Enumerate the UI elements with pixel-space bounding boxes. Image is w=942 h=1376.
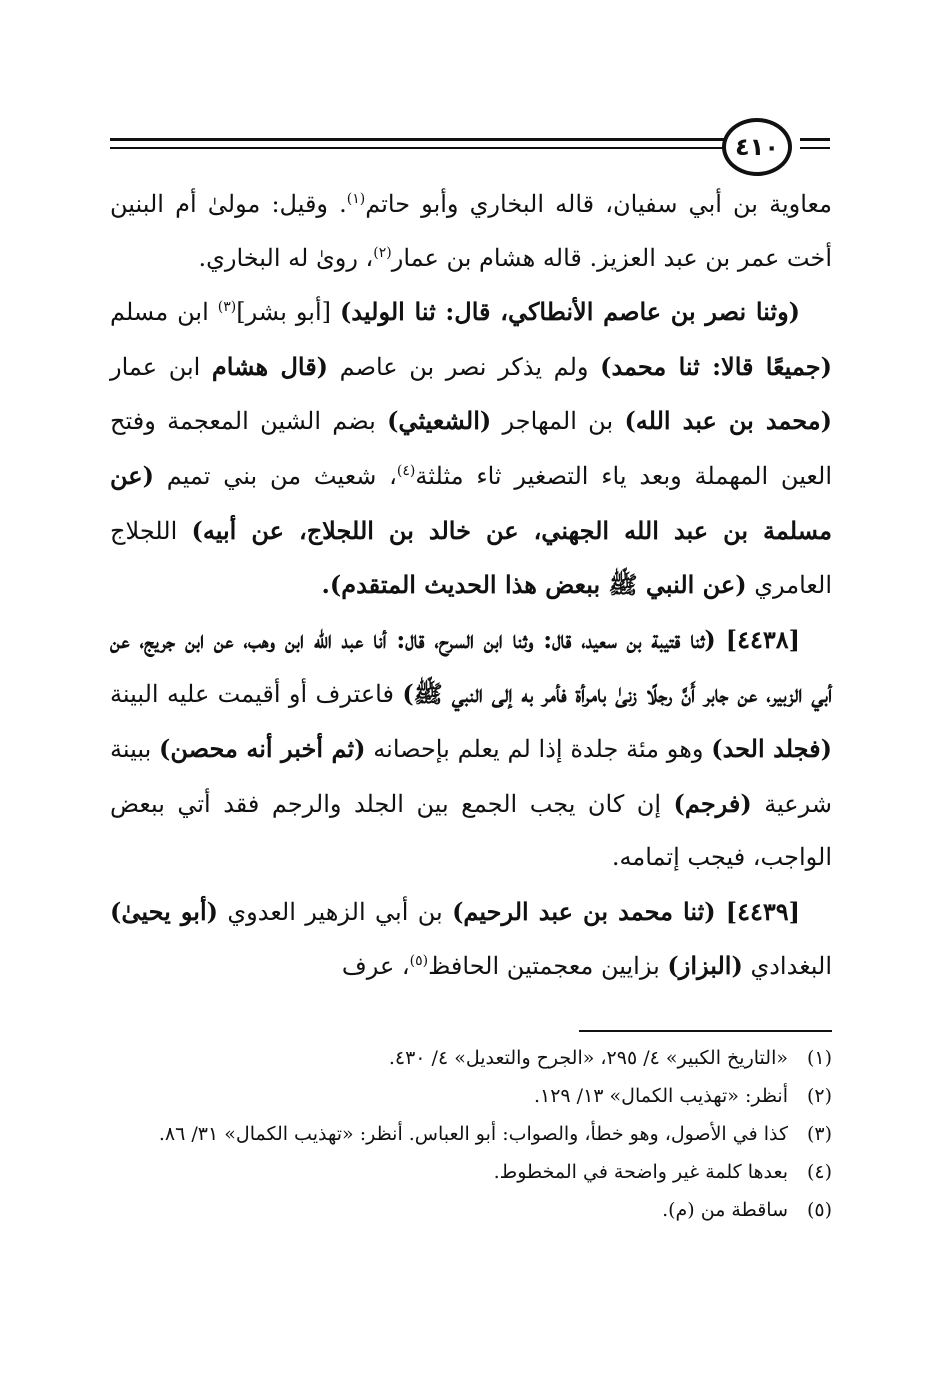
bold-text: (عن مسلمة بن عبد الله الجهني، عن خالد بن اللجلاج، عن أبيه) [110, 460, 832, 545]
header-rule-tick-top [800, 138, 830, 141]
text: ابن مسلم [110, 298, 218, 327]
footnote-text: أنظر: «تهذيب الكمال» ١٣/ ١٢٩. [533, 1085, 788, 1107]
footnote [110, 1156, 832, 1189]
text: البغدادي [742, 952, 832, 981]
bold-text: (أبو يحيىٰ) [110, 896, 218, 926]
text: إن كان يجب الجمع بين الجلد والرجم فقد أتي ببعض الواجب، فيجب إتمامه. [110, 789, 832, 872]
footnote-marker: (٢) [373, 244, 392, 261]
text: بضم الشين المعجمة وفتح العين المهملة وبعد ياء التصغير ثاء مثلثة [110, 407, 832, 490]
text: ببينة شرعية [110, 734, 832, 818]
footnote [110, 1118, 832, 1151]
bold-text: (وثنا نصر بن عاصم الأنطاكي، قال: ثنا الوليد) [339, 297, 801, 327]
footnote-number: (٥) [806, 1199, 832, 1221]
page-number: ٤١٠ [722, 118, 792, 176]
footnote [110, 1042, 832, 1075]
bold-text: (ثم أخبر أنه محصن) [159, 733, 366, 763]
paragraph [110, 885, 832, 994]
footnote [110, 1080, 832, 1113]
text: بن المهاجر [491, 407, 625, 436]
text: ، شعيث من بني تميم [153, 461, 397, 490]
footnote-text: ساقطة من (م). [662, 1199, 788, 1221]
footnote-text: كذا في الأصول، وهو خطأ، والصواب: أبو العباس. أنظر: «تهذيب الكمال» ٣١/ ٨٦. [158, 1123, 788, 1145]
footnote [110, 1194, 832, 1227]
paragraph [110, 285, 832, 613]
header-rule-tick-bottom [800, 147, 830, 149]
bold-text: [٤٤٣٨] (ثنا قتيبة بن سعيد، قال: وثنا ابن السرح، قال: أنا عبد الله ابن وهب، عن ابن جريج، عن أبي الزبير، عن جابر أَنَّ رجلًا زنىٰ بامرأة فأمر به إلى النبي ﷺ) [110, 624, 832, 709]
bold-text: (البزاز) [667, 951, 743, 981]
text: ولم يذكر نصر بن عاصم [328, 352, 601, 381]
text: فاعترف أو أقيمت عليه البينة [110, 680, 403, 709]
bold-text: [٤٤٣٩] (ثنا محمد بن عبد الرحيم) [452, 896, 801, 926]
paragraph [110, 178, 832, 285]
bold-text: (جميعًا قالا: ثنا محمد) [600, 351, 832, 381]
footnote-marker: (١) [346, 191, 366, 207]
text: اللجلاج العامري [110, 516, 832, 600]
page-header [110, 118, 830, 178]
text: وهو مئة جلدة إذا لم يعلم بإحصانه [365, 734, 712, 763]
text: ، عرف [341, 952, 410, 981]
footnote-number: (٤) [806, 1161, 832, 1183]
footnote-text: «التاريخ الكبير» ٤/ ٢٩٥، «الجرح والتعديل» ٤/ ٤٣٠. [388, 1047, 788, 1069]
bold-text: (قال هشام [211, 351, 329, 381]
bold-text: (فرجم) [673, 788, 752, 818]
bold-text: (الشعيثي) [387, 406, 492, 436]
bold-text: (فجلد الحد) [711, 733, 833, 763]
text: ابن عمار [110, 352, 212, 381]
footnote-number: (١) [806, 1047, 832, 1069]
paragraph [110, 613, 832, 885]
text: بزايين معجمتين الحافظ [428, 952, 668, 981]
bold-text: (عن النبي ﷺ ببعض هذا الحديث المتقدم). [321, 570, 747, 600]
text: ، روىٰ له البخاري. [198, 243, 374, 272]
footnote-number: (٣) [806, 1123, 832, 1145]
text: بن أبي الزهير العدوي [217, 897, 453, 926]
text: معاوية بن أبي سفيان، قاله البخاري وأبو حاتم [365, 190, 832, 218]
footnote-number: (٢) [806, 1085, 832, 1107]
bold-text: (محمد بن عبد الله) [624, 406, 832, 436]
footnote-text: بعدها كلمة غير واضحة في المخطوط. [493, 1161, 788, 1183]
footnote-marker: (٣) [217, 299, 237, 316]
footnote-marker: (٥) [409, 953, 429, 970]
footnote-separator [579, 1030, 832, 1032]
main-text [110, 178, 832, 994]
text: [أبو بشر] [236, 298, 340, 327]
header-rule-top [110, 138, 725, 141]
text: . وقيل: مولىٰ أم البنين أخت عمر بن عبد العزيز. قاله هشام بن عمار [110, 190, 832, 272]
footnotes [110, 1042, 832, 1232]
footnote-marker: (٤) [396, 462, 416, 479]
header-rule-bottom [110, 147, 725, 149]
